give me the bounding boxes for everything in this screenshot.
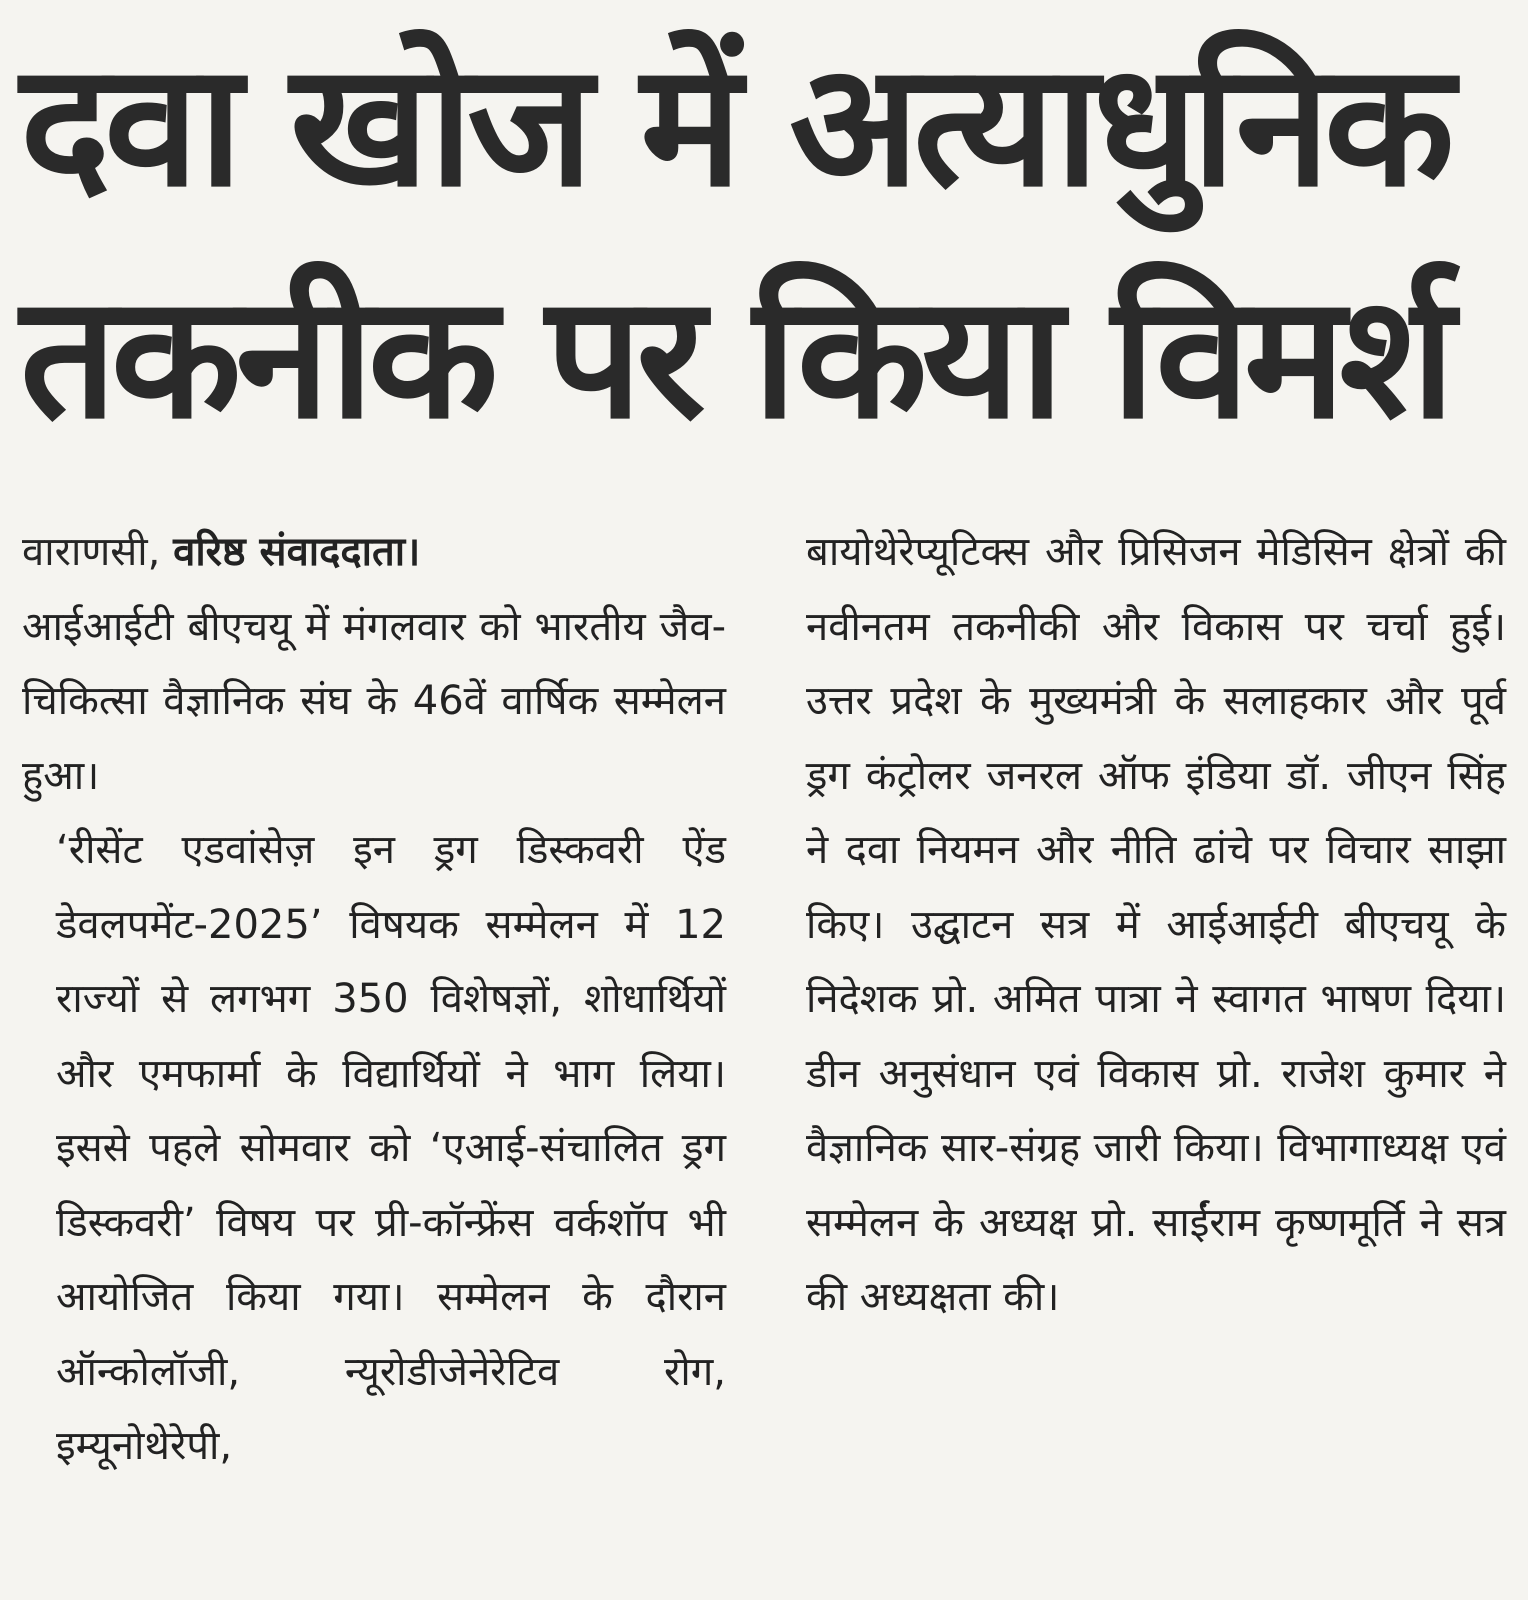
dateline: वाराणसी, xyxy=(22,529,161,575)
article-paragraph-1: आईआईटी बीएचयू में मंगलवार को भारतीय जैव-चिकित्सा वैज्ञानिक संघ के 46वें वार्षिक सम्मेलन हुआ। xyxy=(22,603,726,799)
headline-line-2: तकनीक पर किया विमर्श xyxy=(20,259,1450,457)
article-column-right xyxy=(806,515,1506,1335)
article-dateline-line xyxy=(22,515,726,590)
article-paragraph-3: बायोथेरेप्यूटिक्स और प्रिसिजन मेडिसिन क्षेत्रों की नवीनतम तकनीकी और विकास पर चर्चा हुई। उत्तर प्रदेश के मुख्यमंत्री के सलाहकार और पूर्व ड्रग कंट्रोलर जनरल ऑफ इंडिया डॉ. जीएन सिंह ने दवा नियमन और नीति ढांचे पर विचार साझा किए। उद्घाटन सत्र में आईआईटी बीएचयू के निदेशक प्रो. अमित पात्रा ने स्वागत भाषण दिया। डीन अनुसंधान एवं विकास प्रो. राजेश कुमार ने वैज्ञानिक सार-संग्रह जारी किया। विभागाध्यक्ष एवं सम्मेलन के अध्यक्ष प्रो. साईंराम कृष्णमूर्ति ने सत्र की अध्यक्षता की। xyxy=(806,529,1506,1320)
headline-line-1: दवा खोज में अत्याधुनिक xyxy=(20,27,1449,225)
byline: वरिष्ठ संवाददाता। xyxy=(173,529,421,575)
article-paragraph-2: ‘रीसेंट एडवांसेज़ इन ड्रग डिस्कवरी ऐंड डेवलपमेंट-2025’ विषयक सम्मेलन में 12 राज्यों से लगभग 350 विशेषज्ञों, शोधार्थियों और एमफार्मा के विद्यार्थियों ने भाग लिया। इससे पहले सोमवार को ‘एआई-संचालित ड्रग डिस्कवरी’ विषय पर प्री-कॉन्फ्रेंस वर्कशॉप भी आयोजित किया गया। सम्मेलन के दौरान ऑन्कोलॉजी, न्यूरोडीजेनेरेटिव रोग, इम्यूनोथेरेपी, xyxy=(56,827,726,1469)
article-column-left xyxy=(22,515,726,1484)
headline xyxy=(20,10,1508,474)
